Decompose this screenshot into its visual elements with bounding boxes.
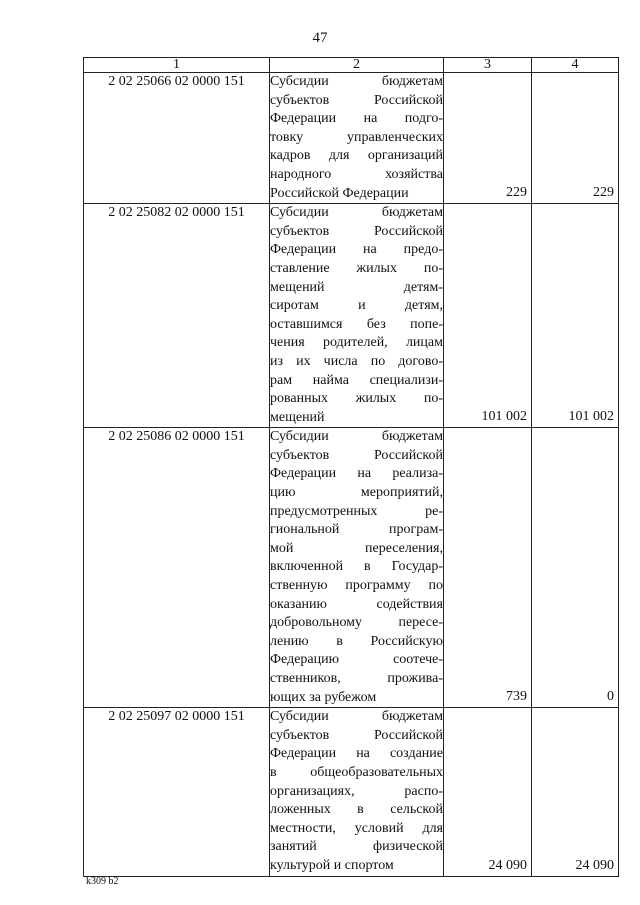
description-line: товку управленческих bbox=[270, 129, 443, 145]
description-line: субъектов Российской bbox=[270, 223, 443, 239]
budget-code: 2 02 25086 02 0000 151 bbox=[84, 428, 270, 708]
description-cell bbox=[270, 204, 444, 428]
footer-code: k309 b2 bbox=[86, 876, 119, 887]
description-line: Субсидии бюджетам bbox=[270, 709, 443, 725]
description-line: ственников, прожива- bbox=[270, 671, 443, 686]
description-line: Федерации на реализа- bbox=[270, 466, 443, 482]
description-line: оставшимся без попе- bbox=[270, 316, 443, 332]
description-line: Федерации на предо- bbox=[270, 242, 443, 258]
amount-col-3: 229 bbox=[444, 73, 532, 204]
description-line: занятий физической bbox=[270, 839, 443, 855]
budget-code: 2 02 25066 02 0000 151 bbox=[84, 73, 270, 204]
description-line: Субсидии бюджетам bbox=[270, 429, 443, 445]
description-line: рованных жилых по- bbox=[270, 391, 443, 407]
budget-table bbox=[83, 57, 619, 877]
amount-col-3: 101 002 bbox=[444, 204, 532, 428]
description-line: субъектов Российской bbox=[270, 447, 443, 463]
table-row bbox=[84, 73, 619, 204]
description-line: включенной в Государ- bbox=[270, 559, 443, 575]
amount-col-4: 229 bbox=[532, 73, 619, 204]
description-line: народного хозяйства bbox=[270, 166, 443, 182]
amount-col-3: 739 bbox=[444, 428, 532, 708]
description-line: оказанию содействия bbox=[270, 596, 443, 612]
description-line: цию мероприятий, bbox=[270, 485, 443, 501]
description-line: из их числа по догово- bbox=[270, 353, 443, 369]
description-line: ющих за рубежом bbox=[270, 689, 377, 705]
description-cell bbox=[270, 73, 444, 204]
description-line: ственную программу по bbox=[270, 578, 443, 594]
description-line: субъектов Российской bbox=[270, 727, 443, 743]
table-row bbox=[84, 428, 619, 708]
description-line: мещений bbox=[270, 409, 325, 425]
description-line: Федерации на создание bbox=[270, 746, 443, 762]
table-row bbox=[84, 708, 619, 876]
header-col-2: 2 bbox=[270, 58, 444, 73]
description-cell bbox=[270, 428, 444, 708]
table-row bbox=[84, 204, 619, 428]
description-line: сиротам и детям, bbox=[270, 298, 443, 314]
description-line: ставление жилых по- bbox=[270, 260, 443, 276]
budget-code: 2 02 25097 02 0000 151 bbox=[84, 708, 270, 876]
description-line: Субсидии бюджетам bbox=[270, 74, 443, 89]
description-line: гиональной програм- bbox=[270, 522, 443, 538]
description-line: в общеобразовательных bbox=[270, 764, 443, 780]
description-line: субъектов Российской bbox=[270, 92, 443, 108]
header-col-4: 4 bbox=[532, 58, 619, 73]
page-number: 47 bbox=[312, 30, 328, 46]
description-line: местности, условий для bbox=[270, 820, 443, 836]
header-col-1: 1 bbox=[84, 58, 270, 73]
description-line: Федерации на подго- bbox=[270, 111, 443, 127]
description-line: рам найма специализи- bbox=[270, 372, 443, 388]
description-line: предусмотренных ре- bbox=[270, 503, 443, 519]
description-line: Российской Федерации bbox=[270, 185, 409, 201]
description-line: Федерацию соотече- bbox=[270, 652, 443, 668]
description-line: мещений детям- bbox=[270, 279, 443, 295]
description-line: мой переселения, bbox=[270, 540, 443, 556]
description-cell bbox=[270, 708, 444, 876]
description-line: добровольному пересе- bbox=[270, 615, 443, 631]
description-line: ложенных в сельской bbox=[270, 802, 443, 818]
description-line: кадров для организаций bbox=[270, 148, 443, 164]
header-col-3: 3 bbox=[444, 58, 532, 73]
description-line: культурой и спортом bbox=[270, 857, 394, 873]
header-row bbox=[84, 58, 619, 73]
description-line: лению в Российскую bbox=[270, 633, 443, 649]
amount-col-3: 24 090 bbox=[444, 708, 532, 876]
amount-col-4: 0 bbox=[532, 428, 619, 708]
description-line: организациях, распо- bbox=[270, 783, 443, 799]
table-body bbox=[84, 73, 619, 877]
budget-code: 2 02 25082 02 0000 151 bbox=[84, 204, 270, 428]
description-line: чения родителей, лицам bbox=[270, 335, 443, 351]
amount-col-4: 101 002 bbox=[532, 204, 619, 428]
description-line: Субсидии бюджетам bbox=[270, 205, 443, 221]
amount-col-4: 24 090 bbox=[532, 708, 619, 876]
